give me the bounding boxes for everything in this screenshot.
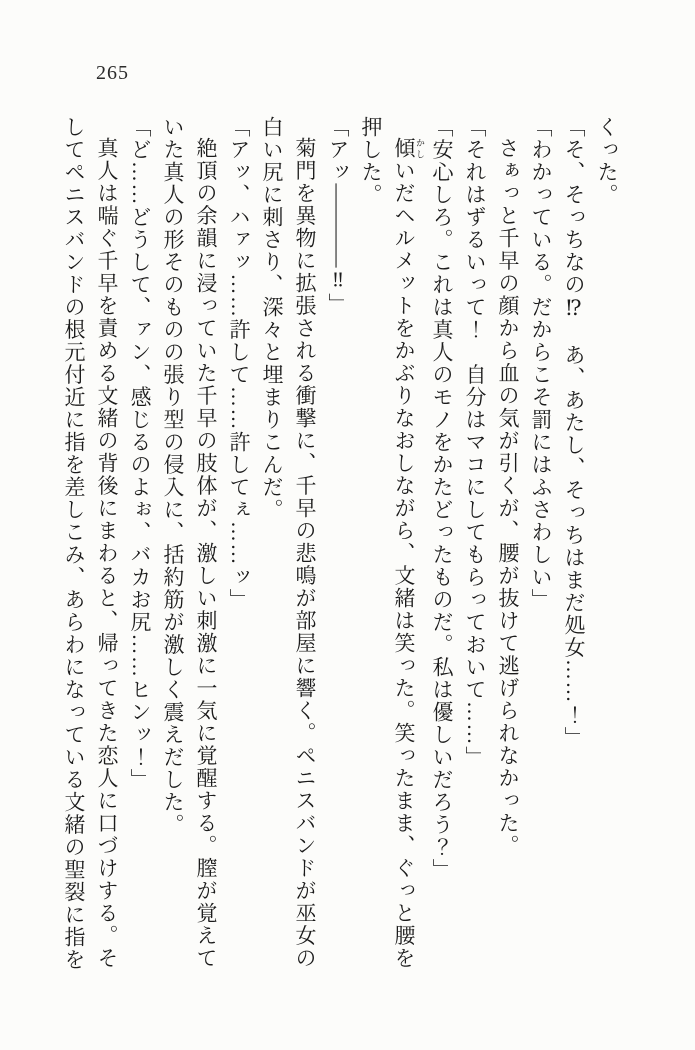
paragraph-11-narration: 絶頂の余韻に浸っていた千早の肢体が、激しい刺激に一気に覚醒する。膣が覚えていた真人の形そのものの張り型の侵入に、括約筋が激しく震えだした。 bbox=[161, 116, 218, 970]
ruby-base: 傾 bbox=[392, 137, 416, 160]
paragraph-9-narration: 菊門を異物に拡張される衝撃に、千早の悲鳴が部屋に響く。ペニスバンドが巫女の白い尻に刺さり、深々と埋まりこんだ。 bbox=[260, 116, 317, 970]
paragraph-12-dialogue: 「ど……どうして、ァン、感じるのよぉ、バカお尻……ヒンッ！」 bbox=[128, 116, 152, 791]
page-number: 265 bbox=[96, 62, 129, 84]
paragraph-1: くった。 bbox=[595, 116, 619, 206]
scream-dash: ―――― bbox=[326, 183, 350, 268]
ruby-furigana: かし bbox=[415, 137, 425, 160]
paragraph-7-rest: いだヘルメットをかぶりなおしながら、文緒は笑った。笑ったまま、ぐっと腰を押した。 bbox=[359, 116, 416, 970]
paragraph-6-dialogue: 「安心しろ。これは真人のモノをかたどったものだ。私は優しいだろう？」 bbox=[430, 116, 454, 881]
paragraph-10-dialogue: 「アッ、ハァッ……許して……許してぇ……ッ」 bbox=[227, 116, 251, 611]
text-block bbox=[57, 116, 623, 980]
paragraph-7-narration bbox=[354, 116, 425, 980]
paragraph-2-dialogue: 「そ、そっちなの⁉ あ、あたし、そっちはまだ処女……！」 bbox=[562, 116, 586, 749]
scream-open: 「アッ bbox=[326, 116, 350, 184]
paragraph-3-dialogue: 「わかっている。だからこそ罰にはふさわしい」 bbox=[529, 116, 553, 611]
scream-close: ‼」 bbox=[326, 267, 350, 316]
paragraph-5-dialogue: 「それはずるいって！ 自分はマコにしてもらっておいて……」 bbox=[463, 116, 487, 769]
paragraph-4-narration: さぁっと千早の顔から血の気が引くが、腰が抜けて逃げられなかった。 bbox=[496, 137, 520, 857]
paragraph-13-narration: 真人は喘ぐ千早を責める文緒の背後にまわると、帰ってきた恋人に口づけする。そしてペニスバンドの根元付近に指を差しこみ、あらわになっている文緒の聖裂に指を bbox=[62, 116, 119, 971]
paragraph-8-scream bbox=[321, 116, 354, 980]
ruby-kashi bbox=[392, 137, 425, 160]
